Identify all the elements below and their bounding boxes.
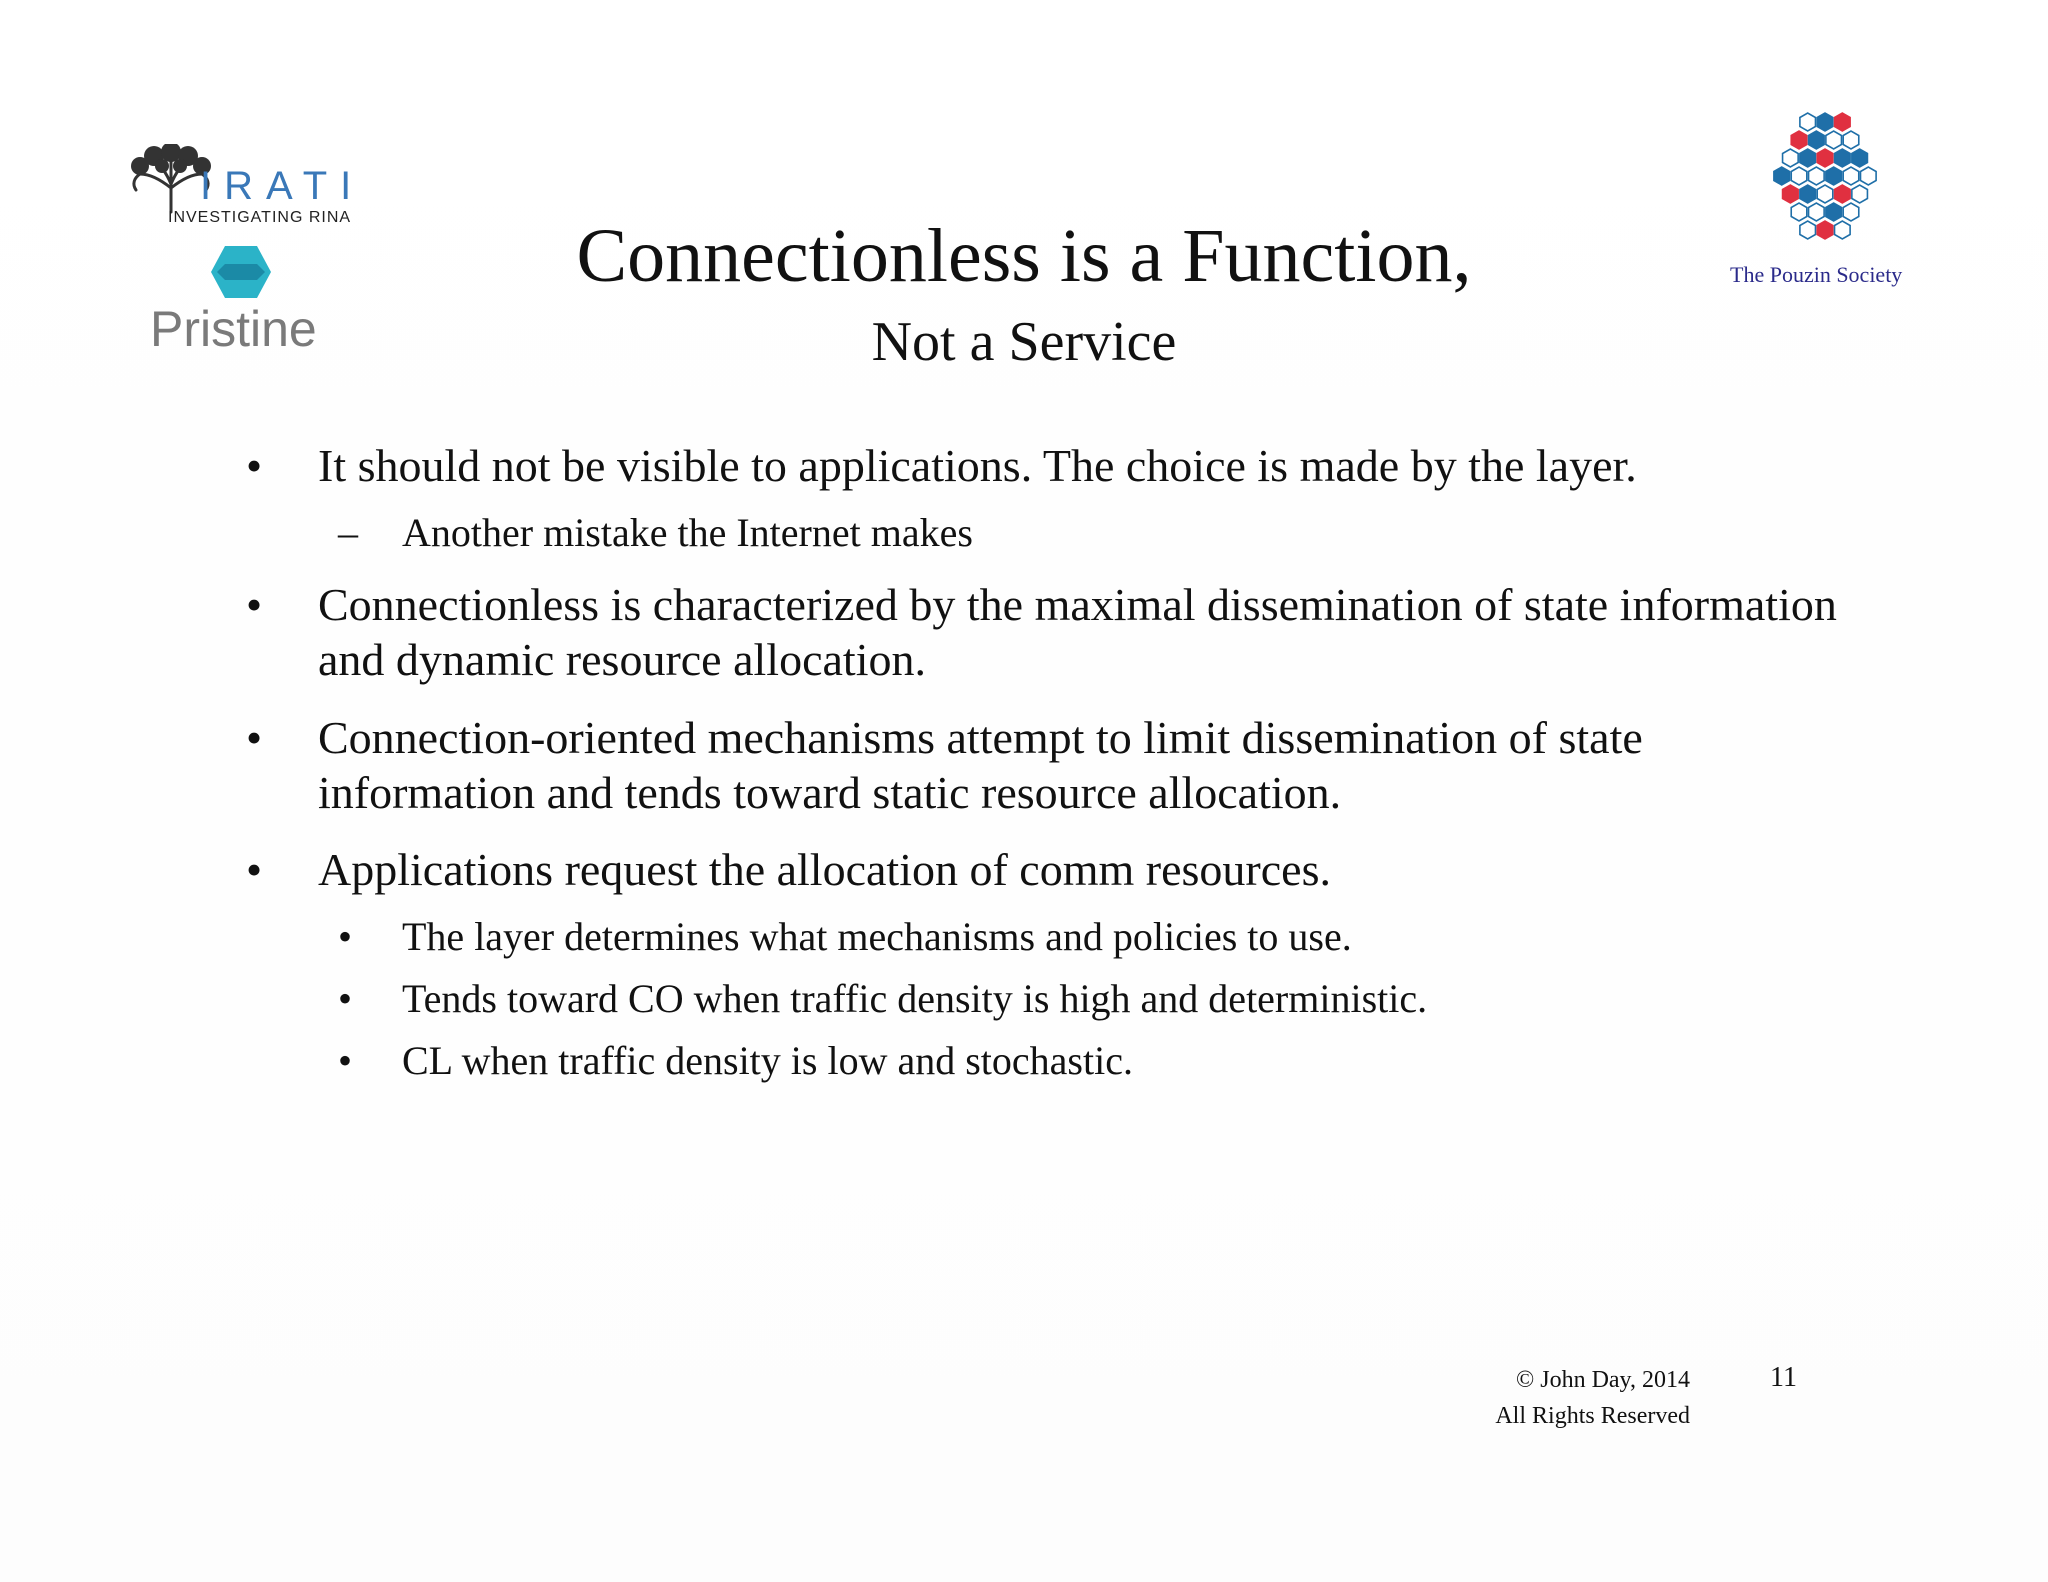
hexagon-cell (1809, 167, 1825, 185)
bullet-marker: • (246, 843, 263, 895)
sub-bullet-item (240, 913, 1860, 961)
slide-subtitle: Not a Service (871, 311, 1177, 373)
bullet-text: It should not be visible to applications. The choice is made by the layer. (318, 440, 1637, 491)
hexagon-cell (1800, 185, 1816, 203)
bullet-marker: • (246, 440, 263, 491)
footer (1430, 1362, 1690, 1434)
hexagon-cell (1835, 149, 1851, 167)
pouzin-society-name: The Pouzin Society (1730, 262, 1903, 287)
bullet-text: Tends toward CO when traffic density is high and deterministic. (402, 976, 1428, 1022)
hexagon-cell (1852, 149, 1868, 167)
bullet-list (240, 438, 1860, 1105)
copyright-text: © John Day, 2014 (1516, 1367, 1690, 1393)
bullet-marker: • (338, 1038, 353, 1084)
bullet-text: CL when traffic density is low and stochastic. (402, 1038, 1133, 1084)
slide-title: Connectionless is a Function, (576, 214, 1472, 298)
bullet-marker: • (338, 976, 353, 1022)
hexagon-cell (1791, 131, 1807, 149)
hexagon-cell (1817, 113, 1833, 131)
hexagon-cell (1826, 131, 1842, 149)
bullet-text: Connection-oriented mechanisms attempt to limit dissemination of state information and tends toward static resource allocation. (318, 711, 1643, 818)
bullet-item (240, 842, 1860, 897)
page-number: 11 (1770, 1362, 1797, 1393)
hexagon-cell (1852, 185, 1868, 203)
hexagon-cell (1774, 167, 1790, 185)
hexagon-cell (1826, 167, 1842, 185)
bullet-item (240, 438, 1860, 493)
dash-marker: – (338, 510, 358, 556)
bullet-marker: • (246, 579, 263, 631)
bullet-text: The layer determines what mechanisms and policies to use. (402, 914, 1352, 960)
hexagon-cell (1791, 167, 1807, 185)
bullet-marker: • (246, 711, 263, 763)
hexagon-cell (1843, 167, 1859, 185)
hexagon-cell (1800, 113, 1816, 131)
sub-bullet-item (240, 509, 1860, 557)
hexagon-cell (1843, 131, 1859, 149)
hexagon-cell (1783, 185, 1799, 203)
hexagon-cell (1835, 113, 1851, 131)
hexagon-cell (1835, 185, 1851, 203)
hexagon-cell (1783, 149, 1799, 167)
sub-bullet-item (240, 1037, 1860, 1085)
bullet-marker: • (338, 914, 353, 960)
irati-wordmark: IRATI (200, 164, 365, 208)
bullet-text: Applications request the allocation of comm resources. (318, 843, 1331, 895)
bullet-text: Connectionless is characterized by the maximal dissemination of state information and dynamic resource allocation. (318, 579, 1837, 686)
bullet-item (240, 710, 1860, 820)
irati-tagline: INVESTIGATING RINA (168, 209, 352, 226)
irati-logo (126, 140, 396, 230)
pristine-wordmark: Pristine (150, 301, 317, 357)
hexagon-cell (1817, 149, 1833, 167)
sub-bullet-item (240, 975, 1860, 1023)
hexagon-cell (1800, 149, 1816, 167)
hexagon-cell (1861, 167, 1877, 185)
hexagon-cell (1809, 131, 1825, 149)
hexagon-cell (1817, 185, 1833, 203)
bullet-text: Another mistake the Internet makes (402, 510, 973, 556)
rights-text: All Rights Reserved (1495, 1403, 1690, 1429)
bullet-item (240, 577, 1860, 687)
